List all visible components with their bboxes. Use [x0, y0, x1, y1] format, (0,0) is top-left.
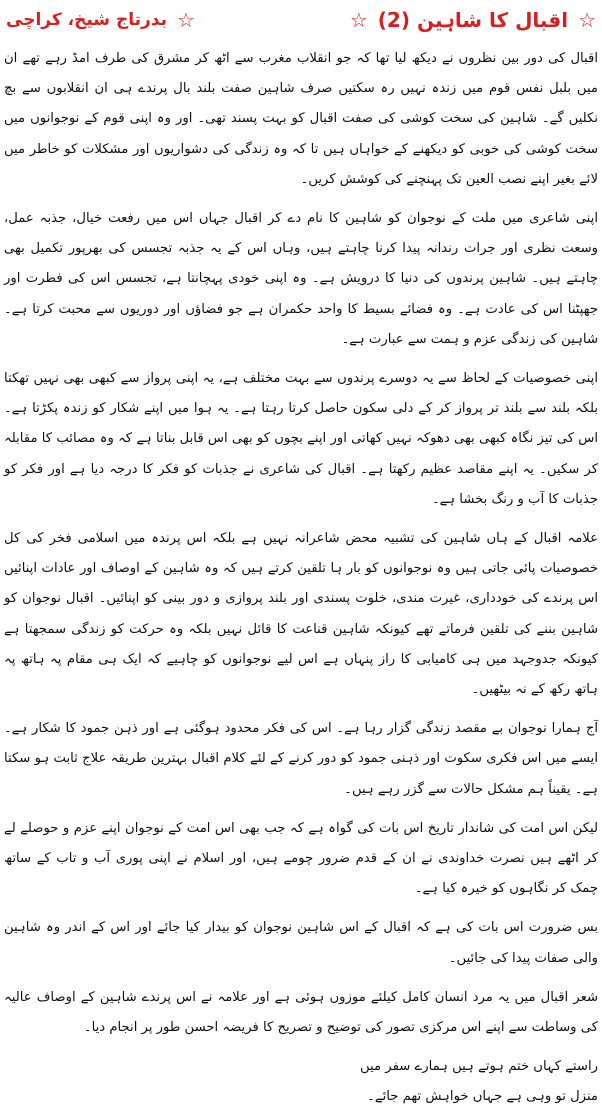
title-group — [350, 8, 596, 32]
verse-line: منزل تو وہی ہے جہاں خواہش تھم جائے۔ — [367, 1089, 598, 1105]
star-icon: ☆ — [176, 8, 195, 32]
paragraph: اقبال کی دور بین نظروں نے دیکھ لیا تھا کہ جو انقلاب مغرب سے اٹھ کر مشرق کی طرف امڈ رہے تھے ان میں بلبل نفس قوم میں زندہ نہیں رہ سکتیں صرف شاہین صفت بلند بال پرندے ہی ان انقلابوں سے بچ نکلیں گے۔ شاہین کی سخت کوشی کی صفت اقبال کو بہت پسند تھی۔ اور وہ اپنی قوم کے نوجوانوں میں سخت کوشی کی خوبی کو دیکھنے کے خواہاں ہیں تا کہ وہ زندگی کی دشواریوں اور مشکلات کو خاطر میں لائے بغیر اپنے نصب العین تک پہنچنے کی کوشش کریں۔ — [4, 51, 598, 187]
paragraph: شعر اقبال میں یہ مرد انسان کامل کیلئے موزوں ہوئی ہے اور علامہ نے اس پرندے شاہین کے اوصاف عالیہ کی وساطت سے اپنے اس مرکزی تصور کی توضیح و تصریح کا فریضہ احسن طور پر انجام دیا۔ — [4, 989, 598, 1036]
paragraph: اپنی شاعری میں ملت کے نوجوان کو شاہین کا نام دے کر اقبال جہاں اس میں رفعت خیال، جذبہ عمل، وسعت نظری اور جرات رندانہ پیدا کرنا چاہتے ہیں، وہاں اس کے یہ جذبہ تجسس کی بھرپور تکمیل بھی چاہتے ہیں۔ شاہین پرندوں کی دنیا کا درویش ہے۔ وہ اپنی خودی پہچانتا ہے، تجسس اس کی فطرت اور جھپٹنا اس کی عادت ہے۔ وہ فضائے بسیط کا واحد حکمران ہے جو فضاؤں اور دوریوں سے محبت کرتا ہے۔ شاہین کی زندگی عزم و ہمت سے عبارت ہے۔ — [4, 211, 598, 347]
article-author: بدرتاج شیخ، کراچی — [6, 10, 167, 30]
paragraph: علامہ اقبال کے ہاں شاہین کی تشبیہ محض شاعرانہ نہیں ہے بلکہ اس پرندہ میں اسلامی فخر کی کل خصوصیات پائی جاتی ہیں وہ نوجوانوں کو بار ہا تلقین کرتے ہیں کہ وہ شاہین کے اوصاف اور عادات اپنائیں اس پرندے کی خودداری، غیرت مندی، خلوت پسندی اور بلند پروازی و دور بینی کو اپنائیں۔ اقبال نوجوان کو شاہین بننے کی تلقین فرماتے تھے کیونکہ شاہین قناعت کا قائل نہیں بلکہ وہ حرکت کو زندگی سمجھتا ہے کیونکہ جدوجہد میں ہی کامیابی کا راز پنہاں ہے اس لیے نوجوانوں کو چاہیے کہ ایک ہی مقام پہ ہاتھ پہ ہاتھ رکھ کے نہ بیٹھیں۔ — [4, 531, 598, 698]
article-header — [6, 4, 596, 36]
paragraph: بس ضرورت اس بات کی ہے کہ اقبال کے اس شاہین نوجوان کو بیدار کیا جائے اور اس کے اندر وہ شاہین والی صفات پیدا کی جائیں۔ — [4, 920, 598, 966]
verse-line: راستے کہاں ختم ہوتے ہیں ہمارے سفر میں — [360, 1059, 598, 1075]
paragraph: لیکن اس امت کی شاندار تاریخ اس بات کی گواہ ہے کہ جب بھی اس امت کے نوجوان اپنے عزم و حوصلے لے کر اٹھے ہیں نصرت خداوندی نے ان کے قدم ضرور چومے ہیں، اور اسلام نے اپنی پوری آب و تاب کے ساتھ چمک کر نگاہوں کو خیرہ کیا ہے۔ — [4, 820, 598, 897]
paragraph: اپنی خصوصیات کے لحاظ سے یہ دوسرے پرندوں سے بہت مختلف ہے، یہ اپنی پرواز سے کبھی بھی نہیں تھکتا بلکہ بلند سے بلند تر پرواز کر کے دلی سکون حاصل کرتا رہتا ہے۔ یہ ہوا میں اپنے شکار کو زندہ پکڑتا ہے۔ اس کی تیز نگاہ کبھی بھی دھوکہ نہیں کھاتی اور اپنے بچوں کو بھی اس قابل بناتا ہے کہ وہ مصائب کا مقابلہ کر سکیں۔ یہ اپنے مقاصد عظیم رکھتا ہے۔ اقبال کی شاعری نے جذبات کو فکر کا درجہ دیا ہے اور فکر کو جذبات کا آب و رنگ بخشا ہے۔ — [4, 371, 598, 507]
author-group — [6, 10, 195, 30]
article-body — [4, 44, 598, 1105]
star-icon: ☆ — [349, 8, 368, 32]
paragraph: آج ہمارا نوجوان بے مقصد زندگی گزار رہا ہے۔ اس کی فکر محدود ہوگئی ہے اور ذہن جمود کا شکار ہے۔ ایسے میں اس فکری سکوت اور ذہنی جمود کو دور کرنے کے لئے کلام اقبال بہترین طریقہ علاج ثابت ہو سکتا ہے۔ یقیناً ہم مشکل حالات سے گزر رہے ہیں۔ — [4, 721, 598, 797]
article-title: اقبال کا شاہین (2) — [377, 8, 569, 32]
star-icon: ☆ — [578, 8, 596, 32]
